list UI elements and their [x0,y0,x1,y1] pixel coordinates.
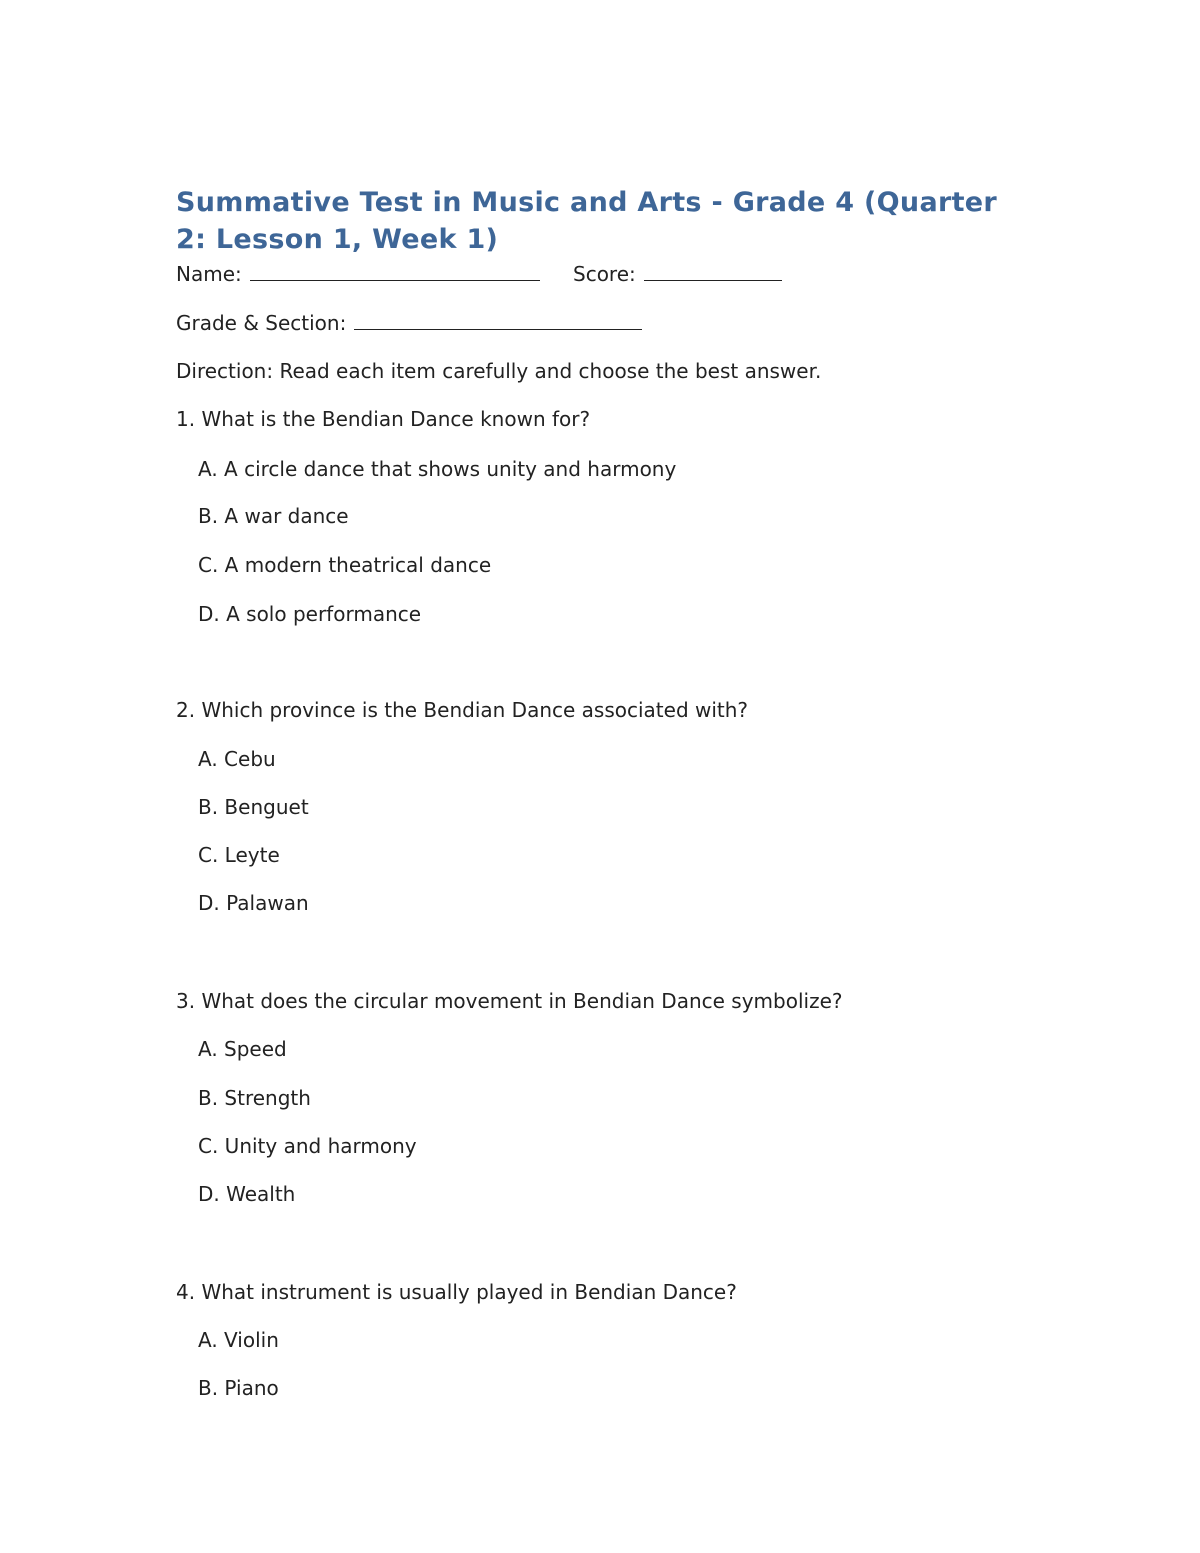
question-4-text: 4. What instrument is usually played in Bendian Dance? [176,1280,737,1304]
question-3-text: 3. What does the circular movement in Bendian Dance symbolize? [176,989,843,1013]
document-title: Summative Test in Music and Arts - Grade 4 (Quarter 2: Lesson 1, Week 1) [176,187,998,255]
score-label: Score: [573,262,636,286]
question-2-option-b: B. Benguet [198,795,309,819]
grade-section-label: Grade & Section: [176,311,347,335]
question-1-text: 1. What is the Bendian Dance known for? [176,407,591,431]
question-2-option-c: C. Leyte [198,843,280,867]
question-3-option-b: B. Strength [198,1086,311,1110]
question-2-option-a: A. Cebu [198,747,276,771]
name-field [176,262,540,286]
score-blank-line [644,266,782,281]
name-blank-line [250,266,540,281]
grade-section-blank-line [354,315,642,330]
question-3-option-d: D. Wealth [198,1182,296,1206]
question-2-option-d: D. Palawan [198,891,309,915]
question-4-option-a: A. Violin [198,1328,279,1352]
question-1-option-c: C. A modern theatrical dance [198,553,492,577]
question-1-option-d: D. A solo performance [198,602,422,626]
name-label: Name: [176,262,242,286]
question-3-option-a: A. Speed [198,1037,287,1061]
question-3-option-c: C. Unity and harmony [198,1134,417,1158]
question-2-text: 2. Which province is the Bendian Dance associated with? [176,698,749,722]
grade-section-field [176,311,642,335]
question-1-option-a: A. A circle dance that shows unity and harmony [198,457,677,481]
question-1-option-b: B. A war dance [198,504,349,528]
question-4-option-b: B. Piano [198,1376,279,1400]
direction-text: Direction: Read each item carefully and choose the best answer. [176,359,822,383]
score-field [573,262,782,286]
